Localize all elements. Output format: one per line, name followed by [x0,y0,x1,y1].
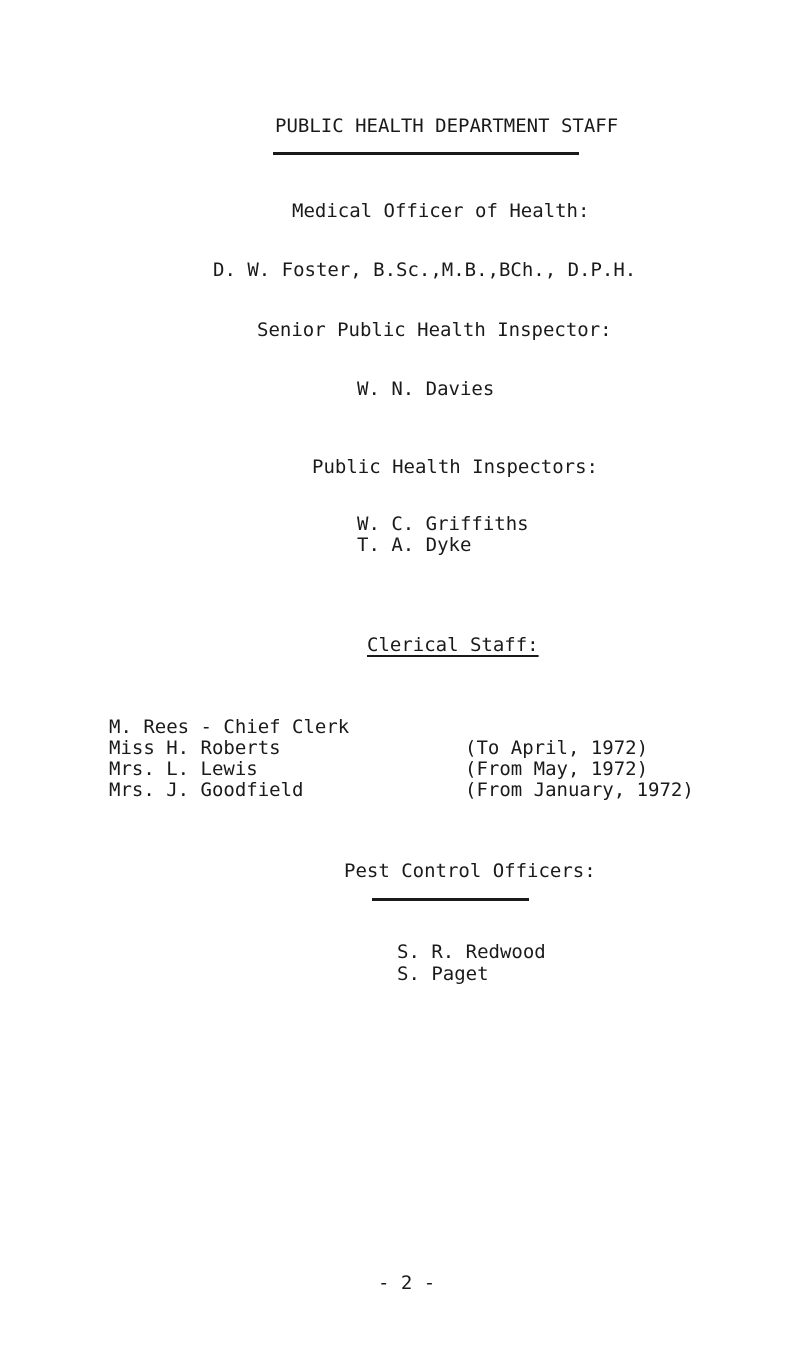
clerical-name: Mrs. J. Goodfield [109,779,304,801]
phi-name: T. A. Dyke [357,534,472,556]
pest-heading: Pest Control Officers: [344,860,596,882]
senior-phi-heading: Senior Public Health Inspector: [257,319,612,341]
page-number: - 2 - [378,1272,436,1294]
clerical-name: M. Rees - Chief Clerk [109,716,350,738]
clerical-name: Miss H. Roberts [109,737,281,759]
phi-heading: Public Health Inspectors: [312,456,598,478]
clerical-name: Mrs. L. Lewis [109,758,258,780]
phi-name: W. C. Griffiths [357,513,529,535]
title-underline [273,152,579,155]
clerical-note: (To April, 1972) [465,737,649,759]
pest-name: S. Paget [397,963,489,985]
page-title: PUBLIC HEALTH DEPARTMENT STAFF [275,115,619,137]
moh-name: D. W. Foster, B.Sc.,M.B.,BCh., D.P.H. [213,259,637,281]
clerical-note: (From January, 1972) [465,779,694,801]
pest-name: S. R. Redwood [397,941,546,963]
clerical-heading: Clerical Staff: [367,634,539,656]
pest-underline [372,898,529,901]
senior-phi-name: W. N. Davies [357,378,495,400]
clerical-note: (From May, 1972) [465,758,649,780]
moh-heading: Medical Officer of Health: [292,200,590,222]
